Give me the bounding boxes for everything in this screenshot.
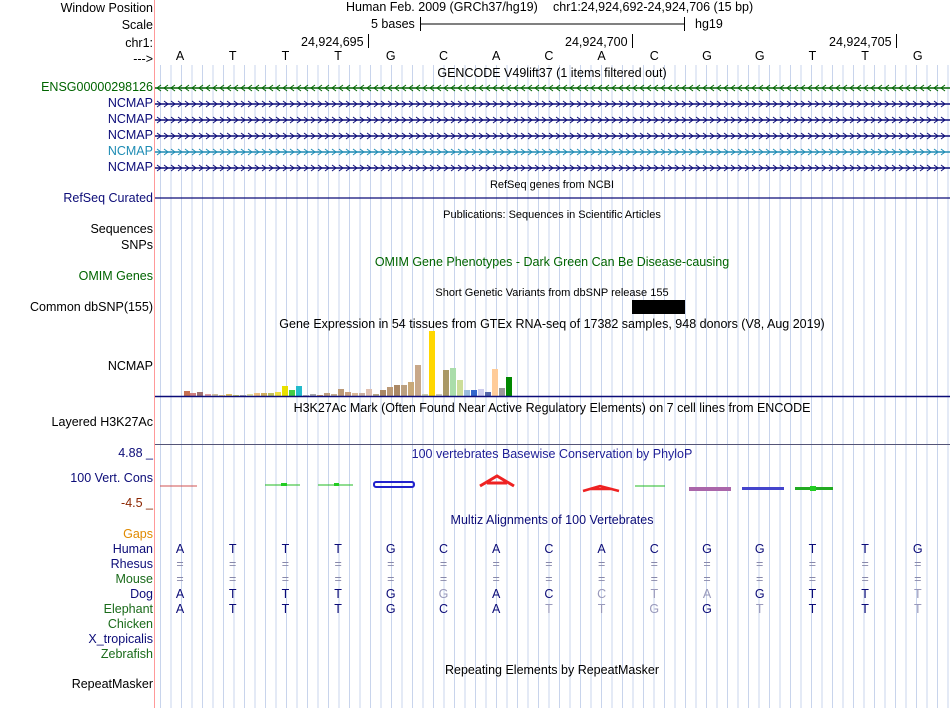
expression-bar [190,393,196,396]
window-position-label: Window Position [60,1,153,15]
phylop-mark [281,483,287,486]
assembly-name: Human Feb. 2009 (GRCh37/hg19) [346,0,538,14]
repeatmasker-label[interactable]: RepeatMasker [71,677,153,691]
alignment-base: C [438,542,449,556]
alignment-base: = [439,572,448,586]
gene-item-label[interactable]: NCMAP [107,96,153,110]
base-letter: T [228,49,237,63]
expression-bar [296,386,302,396]
expression-bar [184,391,190,396]
species-label[interactable]: X_tropicalis [88,632,153,646]
expression-bar [324,393,330,396]
scale-text: 5 bases [371,17,415,31]
phylop-mark [810,486,816,491]
base-letter: T [281,49,290,63]
alignment-base: C [438,602,449,616]
alignment-base: T [913,602,922,616]
expression-bar [387,387,393,396]
alignment-base: C [649,542,659,556]
phylop-mixed-glyph [689,487,731,491]
alignment-base: T [281,587,290,601]
expression-bar [359,393,365,396]
alignment-base: = [545,572,553,586]
strand-arrow-label: ---> [133,52,153,66]
alignment-base: A [175,587,185,601]
alignment-base: = [650,572,658,586]
alignment-base: = [492,572,500,586]
omim-genes-label[interactable]: OMIM Genes [78,269,153,283]
expression-bar [261,393,267,396]
alignment-base: C [544,587,554,601]
base-letter: T [861,49,869,63]
expression-bar [394,385,400,396]
species-label[interactable]: Human [112,542,153,556]
expression-bar [457,380,463,396]
h3k27ac-title: H3K27Ac Mark (Often Found Near Active Regulatory Elements) on 7 cell lines from ENCODE [293,401,811,415]
expression-bar [380,390,386,396]
layered-h3k27ac-label[interactable]: Layered H3K27Ac [51,415,153,429]
alignment-base: T [913,587,922,601]
alignment-base: = [808,557,817,571]
alignment-base: A [492,587,501,601]
alignment-base: = [229,572,237,586]
alignment-base: T [755,602,764,616]
alignment-base: = [914,557,922,571]
alignment-base: = [703,572,711,586]
base-letter: T [808,49,817,63]
expression-bar [352,393,358,396]
alignment-base: = [281,557,290,571]
alignment-base: = [176,572,184,586]
expression-bar [275,392,281,396]
species-label[interactable]: Chicken [107,617,153,631]
expression-bar [197,392,203,396]
expression-bar [499,388,505,396]
alignment-base: A [175,602,185,616]
alignment-base: T [334,587,342,601]
expression-bar [226,394,232,396]
alignment-base: T [228,602,237,616]
alignment-base: = [756,572,764,586]
alignment-base: = [334,557,342,571]
dbsnp-title: Short Genetic Variants from dbSNP release 155 [435,287,669,299]
gtex-title: Gene Expression in 54 tissues from GTEx RNA-seq of 17382 samples, 948 donors (V8, Aug 2019) [279,317,825,331]
alignment-base: = [597,572,606,586]
alignment-base: = [703,557,711,571]
alignment-base: G [702,542,712,556]
gene-item-label[interactable]: ENSG00000298126 [41,80,153,94]
gene-item-label[interactable]: NCMAP [107,112,153,126]
alignment-base: T [808,602,817,616]
alignment-base: G [754,542,765,556]
expression-bar [247,394,253,396]
base-letter: C [649,49,659,63]
alignment-base: = [334,572,342,586]
alignment-base: A [702,587,712,601]
expression-bar [436,394,442,396]
base-letter: G [754,49,765,63]
expression-bar [331,394,337,396]
alignment-base: = [545,557,553,571]
expression-bar [373,394,379,396]
expression-bar [345,392,351,396]
phylop-max-label: 4.88 _ [118,446,153,460]
repeatmasker-title: Repeating Elements by RepeatMasker [444,663,660,677]
expression-bar [401,385,407,396]
expression-bar [282,386,288,396]
alignment-base: T [808,542,817,556]
expression-bar [205,394,211,396]
expression-bar [485,392,491,396]
alignment-base: T [861,602,869,616]
alignment-base: = [861,572,869,586]
gene-item-label[interactable]: NCMAP [107,160,153,174]
gene-item-label[interactable]: NCMAP [107,144,153,158]
species-label[interactable]: Zebrafish [100,647,153,661]
expression-bar [289,390,295,396]
alignment-base: A [492,602,501,616]
omim-title: OMIM Gene Phenotypes - Dark Green Can Be Disease-causing [374,255,730,269]
coord-label-2: 24,924,700 [565,35,628,49]
alignment-base: = [808,572,817,586]
expression-bar [254,393,260,396]
publications-title: Publications: Sequences in Scientific Articles [443,209,661,221]
base-letter: G [385,49,396,63]
alignment-base: T [228,542,237,556]
expression-bar [450,368,456,396]
expression-bar [408,382,414,396]
alignment-base: T [808,587,817,601]
expression-bar [471,390,477,396]
phylop-title: 100 vertebrates Basewise Conservation by PhyloP [411,447,693,461]
alignment-base: T [334,602,342,616]
gaps-label: Gaps [123,527,153,541]
alignment-base: T [334,542,342,556]
alignment-base: = [492,557,500,571]
alignment-base: G [702,602,712,616]
phylop-a-glyph-small [583,486,619,491]
alignment-base: T [650,587,659,601]
alignment-base: = [387,557,395,571]
alignment-base: G [438,587,449,601]
base-letter: C [544,49,554,63]
expression-bar [415,365,421,396]
alignment-base: = [756,557,764,571]
expression-bar [310,394,316,396]
coord-label-1: 24,924,695 [301,35,364,49]
alignment-base: = [387,572,395,586]
gtex-ncmap-label[interactable]: NCMAP [107,359,153,373]
alignment-base: = [650,557,658,571]
expression-bar [492,369,498,396]
expression-bar [338,389,344,396]
alignment-base: T [861,587,869,601]
alignment-base: G [912,542,923,556]
position-text: chr1:24,924,692-24,924,706 (15 bp) [553,0,754,14]
vert-cons-label[interactable]: 100 Vert. Cons [70,471,153,485]
expression-bar [429,331,435,396]
alignment-base: = [281,572,290,586]
expression-bar [268,393,274,396]
base-letter: A [597,49,606,63]
species-label[interactable]: Rhesus [110,557,153,571]
alignment-base: T [545,602,553,616]
gencode-title: GENCODE V49lift37 (1 items filtered out) [437,66,667,80]
species-label[interactable]: Mouse [115,572,153,586]
base-letter: A [492,49,501,63]
species-label[interactable]: Dog [130,587,153,601]
alignment-base: A [597,542,606,556]
expression-bar [478,389,484,396]
alignment-base: T [228,587,237,601]
alignment-base: G [385,542,396,556]
alignment-base: T [597,602,606,616]
expression-bar [443,370,449,396]
expression-bar [212,394,218,396]
alignment-base: G [385,587,396,601]
alignment-base: G [385,602,396,616]
expression-bar [366,389,372,396]
phylop-c-glyph [374,482,414,487]
alignment-base: = [914,572,922,586]
alignment-base: = [229,557,237,571]
alignment-base: T [281,602,290,616]
phylop-g-glyph [742,487,784,490]
alignment-base: = [176,557,184,571]
chrom-label: chr1: [125,36,153,50]
alignment-base: T [281,542,290,556]
alignment-base: A [492,542,501,556]
scale-db: hg19 [695,17,723,31]
multiz-title: Multiz Alignments of 100 Vertebrates [450,513,654,527]
expression-bar [506,377,512,396]
alignment-base: A [175,542,185,556]
base-letter: A [175,49,185,63]
alignment-base: = [861,557,869,571]
alignment-base: = [597,557,606,571]
phylop-mark [334,483,339,486]
alignment-base: G [649,602,660,616]
base-letter: G [912,49,923,63]
base-letter: C [438,49,449,63]
alignment-base: = [439,557,448,571]
alignment-base: G [754,587,765,601]
scale-label: Scale [121,18,153,32]
refseq-curated-label[interactable]: RefSeq Curated [63,191,153,205]
base-letter: G [702,49,712,63]
expression-bar [422,394,428,396]
base-letter: T [334,49,342,63]
coord-label-3: 24,924,705 [829,35,892,49]
sequences-label[interactable]: Sequences [90,222,153,236]
species-label[interactable]: Elephant [103,602,153,616]
gene-item-label[interactable]: NCMAP [107,128,153,142]
refseq-title: RefSeq genes from NCBI [489,179,615,191]
alignment-base: C [597,587,607,601]
phylop-min-label: -4.5 _ [121,496,153,510]
snps-label[interactable]: SNPs [121,238,153,252]
alignment-base: C [544,542,554,556]
expression-bar [464,390,470,396]
dbsnp-variant-block [632,300,685,314]
common-dbsnp-label[interactable]: Common dbSNP(155) [30,300,153,314]
alignment-base: T [861,542,869,556]
